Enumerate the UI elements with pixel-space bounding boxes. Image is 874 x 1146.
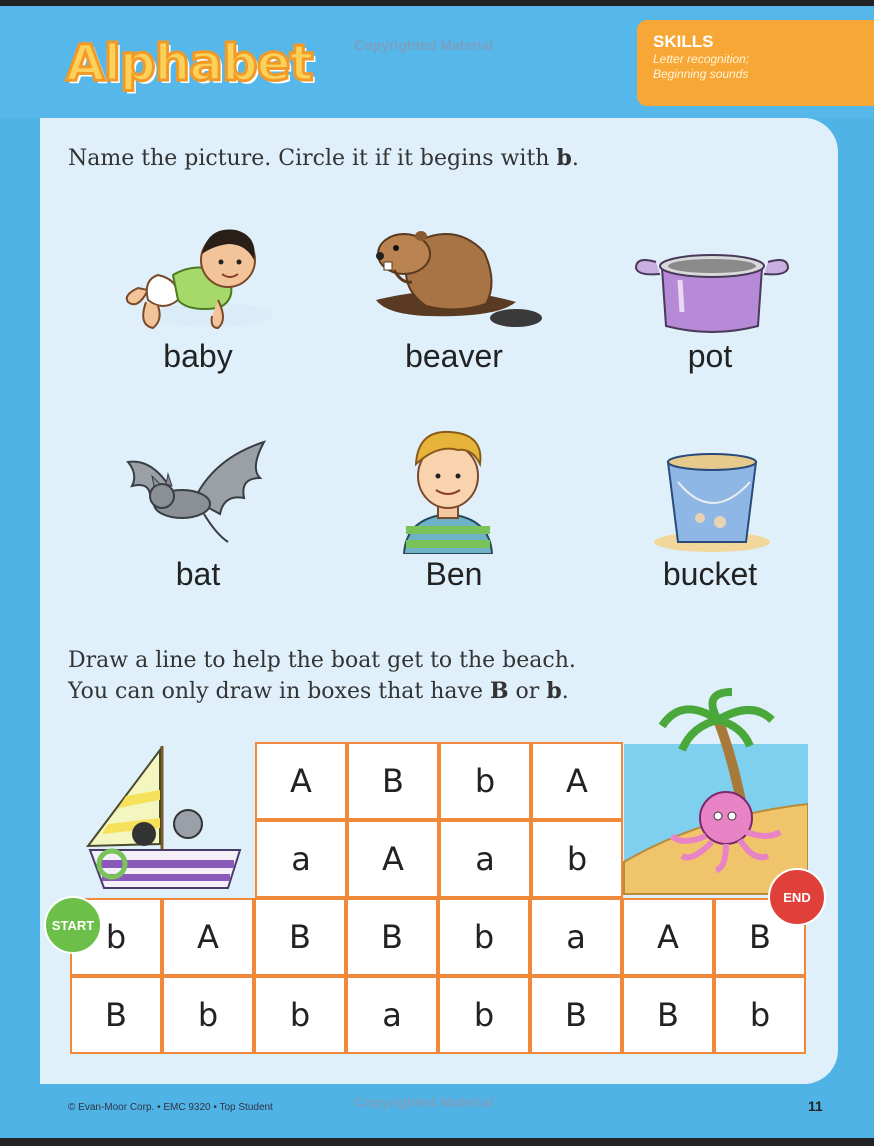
bottom-edge: [0, 1138, 874, 1146]
maze-cell[interactable]: A: [531, 742, 623, 820]
instruction-period: .: [571, 146, 579, 171]
instruction-text: Name the picture. Circle it if it begins with: [68, 146, 557, 171]
instruction-letter: b: [556, 145, 572, 171]
instruction-text: or: [508, 679, 547, 704]
maze-cell[interactable]: B: [347, 742, 439, 820]
maze-cell[interactable]: a: [439, 820, 531, 898]
maze-cell[interactable]: B: [254, 898, 346, 976]
instruction-text: You can only draw in boxes that have: [68, 679, 490, 704]
maze-cell[interactable]: b: [162, 976, 254, 1054]
instruction-period: .: [561, 679, 569, 704]
copyright-notice-top: Copyrighted Material: [354, 37, 494, 53]
picture-label-bucket: bucket: [662, 556, 758, 592]
beaver-icon[interactable]: [366, 222, 542, 334]
start-badge: START: [44, 896, 102, 954]
maze-cell[interactable]: B: [70, 976, 162, 1054]
bucket-icon[interactable]: [650, 448, 774, 554]
instruction-letter-lower: b: [546, 678, 562, 704]
maze-cell[interactable]: b: [438, 898, 530, 976]
picture-label-baby: baby: [163, 338, 233, 374]
maze-cell[interactable]: b: [70, 898, 162, 976]
maze-cell[interactable]: A: [622, 898, 714, 976]
footer-credit: © Evan-Moor Corp. • EMC 9320 • Top Student: [68, 1102, 273, 1113]
maze-cell[interactable]: b: [438, 976, 530, 1054]
picture-label-pot: pot: [687, 338, 733, 374]
picture-label-beaver: beaver: [405, 338, 503, 374]
maze-cell[interactable]: A: [255, 742, 347, 820]
page-number: 11: [808, 1098, 823, 1114]
maze-cell[interactable]: B: [346, 898, 438, 976]
picture-label-bat: bat: [175, 556, 221, 592]
skills-line-2: Beginning sounds: [653, 67, 749, 81]
maze-cell[interactable]: B: [714, 898, 806, 976]
bat-icon[interactable]: [124, 438, 270, 550]
activity2-instruction-line2: [68, 678, 569, 704]
activity1-instruction: [68, 145, 579, 171]
maze-cell[interactable]: b: [254, 976, 346, 1054]
boy-icon[interactable]: [398, 426, 498, 554]
maze-cell[interactable]: b: [714, 976, 806, 1054]
page-title: Alphabet: [66, 34, 313, 92]
activity2-instruction-line1: Draw a line to help the boat get to the beach.: [68, 648, 576, 673]
maze-cell[interactable]: b: [531, 820, 623, 898]
maze-cell[interactable]: a: [255, 820, 347, 898]
end-badge: END: [768, 868, 826, 926]
maze-cell[interactable]: b: [439, 742, 531, 820]
sailboat-icon: [82, 740, 244, 892]
skills-line-1: Letter recognition;: [653, 52, 750, 66]
baby-icon[interactable]: [118, 220, 278, 338]
beach-scene-icon: [622, 686, 808, 896]
maze-cell[interactable]: a: [530, 898, 622, 976]
maze-cell[interactable]: B: [622, 976, 714, 1054]
skills-box: [637, 20, 874, 106]
maze-cell[interactable]: a: [346, 976, 438, 1054]
pot-icon[interactable]: [632, 246, 792, 338]
skills-title: SKILLS: [653, 32, 714, 51]
instruction-letter-upper: B: [489, 678, 509, 704]
copyright-notice-bottom: Copyrighted Material: [354, 1094, 494, 1110]
maze-cell[interactable]: B: [530, 976, 622, 1054]
maze-cell[interactable]: A: [347, 820, 439, 898]
picture-label-ben: Ben: [425, 556, 483, 592]
maze-cell[interactable]: A: [162, 898, 254, 976]
